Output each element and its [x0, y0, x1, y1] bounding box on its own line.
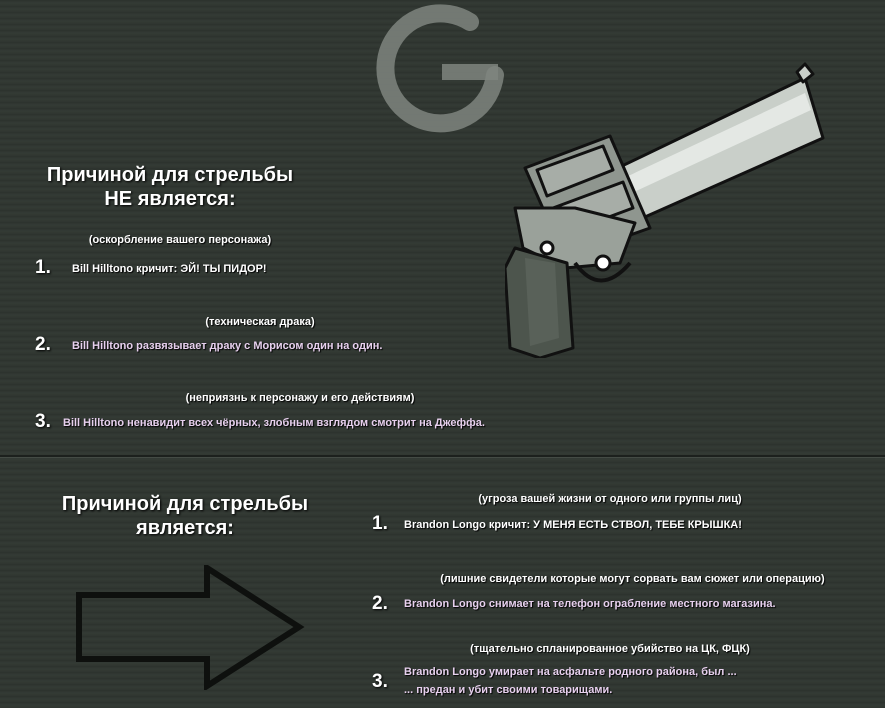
bottom-number-3: 3.	[372, 671, 388, 692]
top-number-2: 2.	[35, 334, 51, 355]
top-example-2: Bill Hilltono развязывает драку с Морисом один на один.	[72, 340, 383, 352]
g-logo-icon	[370, 0, 510, 135]
top-reason-3: (неприязнь к персонажу и его действиям)	[185, 392, 415, 404]
bottom-number-2: 2.	[372, 593, 388, 614]
arrow-right-icon	[75, 565, 305, 690]
bottom-example-2: Brandon Longo снимает на телефон ограбление местного магазина.	[404, 598, 776, 610]
top-reason-1: (оскорбление вашего персонажа)	[88, 234, 272, 246]
bottom-example-3-line2: ... предан и убит своими товарищами.	[404, 684, 613, 696]
bottom-reason-2: (лишние свидетели которые могут сорвать вам сюжет или операцию)	[440, 573, 825, 585]
bottom-reason-3: (тщательно спланированное убийство на ЦК, ФЦК)	[470, 643, 750, 655]
bottom-reason-1: (угроза вашей жизни от одного или группы лиц)	[478, 493, 742, 505]
section-divider	[0, 455, 885, 457]
bottom-title-line2: является:	[136, 517, 234, 539]
top-example-3: Bill Hilltono ненавидит всех чёрных, злобным взглядом смотрит на Джеффа.	[63, 417, 485, 429]
revolver-icon	[505, 58, 835, 358]
top-reason-2: (техническая драка)	[205, 316, 315, 328]
bottom-example-3-line1: Brandon Longo умирает на асфальте родного района, был ...	[404, 666, 737, 678]
top-title	[25, 163, 315, 211]
bottom-example-1: Brandon Longo кричит: У МЕНЯ ЕСТЬ СТВОЛ, ТЕБЕ КРЫШКА!	[404, 519, 742, 531]
top-title-line1: Причиной для стрельбы	[46, 164, 294, 186]
top-title-line2: НЕ является:	[104, 188, 236, 210]
top-number-1: 1.	[35, 257, 51, 278]
top-example-1: Bill Hilltono кричит: ЭЙ! ТЫ ПИДОР!	[72, 263, 267, 275]
bottom-title	[40, 492, 330, 540]
bottom-number-1: 1.	[372, 513, 388, 534]
top-number-3: 3.	[35, 411, 51, 432]
bottom-title-line1: Причиной для стрельбы	[61, 493, 309, 515]
